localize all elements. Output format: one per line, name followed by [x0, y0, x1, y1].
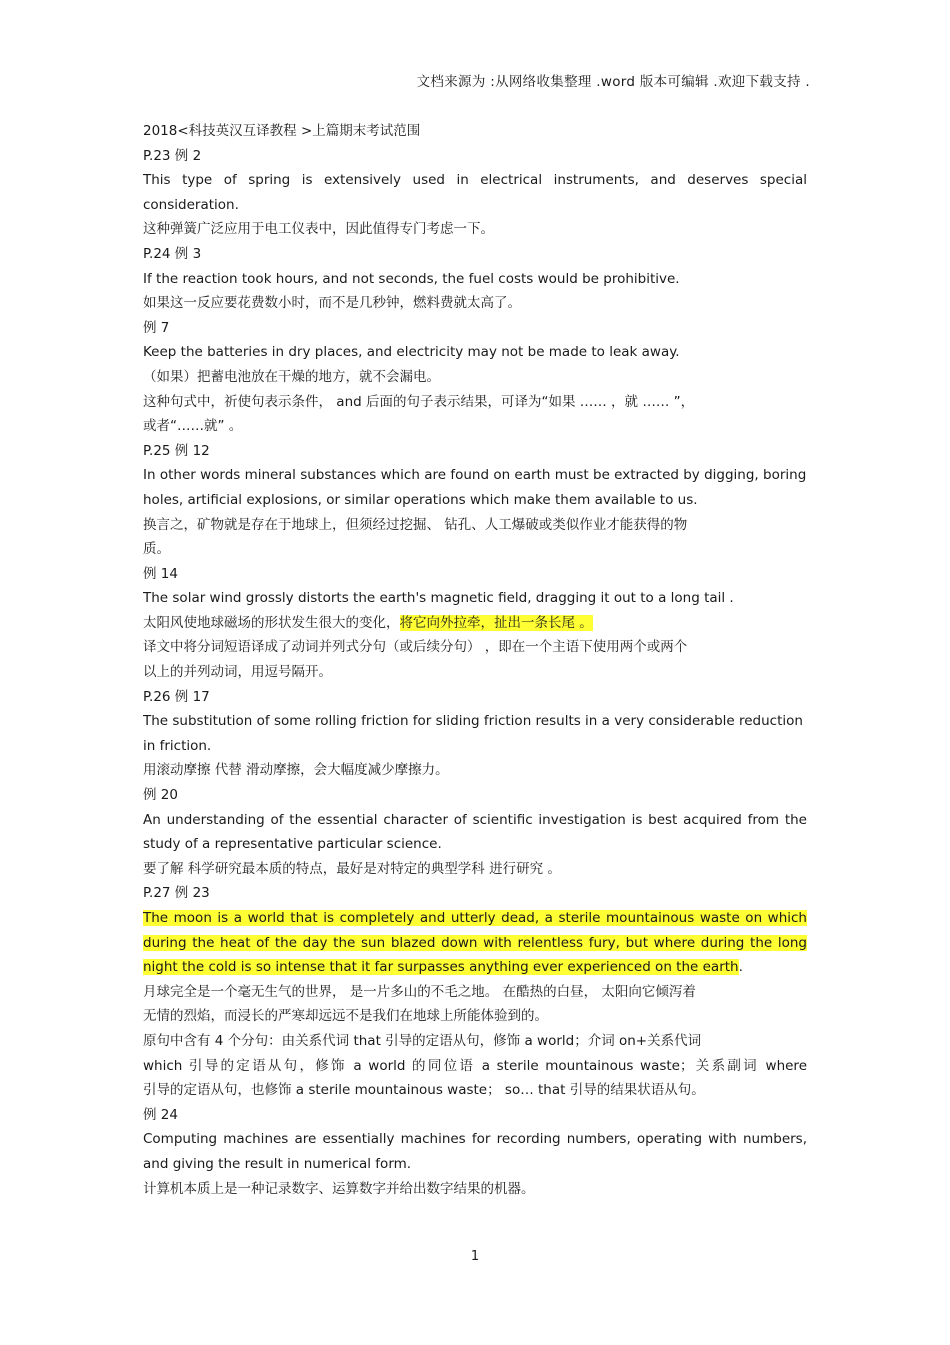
text-line — [143, 390, 807, 415]
text-line — [143, 513, 807, 538]
text-line — [143, 980, 807, 1005]
text-line — [143, 291, 807, 316]
line-text: 太阳风使地球磁场的形状发生很大的变化， — [143, 614, 400, 631]
text-line — [143, 1177, 807, 1202]
line-text: 例 20 — [143, 787, 178, 804]
line-text: 无情的烈焰，而浸长的严寒却远远不是我们在地球上所能体验到的。 — [143, 1008, 548, 1025]
line-text: P.27 例 23 — [143, 885, 210, 902]
text-line — [143, 144, 807, 169]
text-line — [143, 881, 807, 906]
line-text: 例 24 — [143, 1106, 178, 1123]
line-text: 引导的定语从句，也修饰 a sterile mountainous waste； so… that 引导的结果状语从句。 — [143, 1082, 705, 1099]
text-line — [143, 316, 807, 341]
text-line — [143, 414, 807, 439]
line-text: The substitution of some rolling friction for sliding friction results in a very considerable reduction — [143, 713, 803, 730]
line-text: in friction. — [143, 737, 212, 754]
line-text: 以上的并列动词，用逗号隔开。 — [143, 664, 332, 681]
text-line — [143, 611, 807, 636]
text-line — [143, 562, 807, 587]
text-line — [143, 660, 807, 685]
line-text: The solar wind grossly distorts the earth's magnetic field, dragging it out to a long tail . — [143, 590, 734, 607]
line-text: 用滚动摩擦 代替 滑动摩擦，会大幅度减少摩擦力。 — [143, 762, 449, 779]
line-text: P.23 例 2 — [143, 147, 202, 164]
line-text: which 引导的定语从句，修饰 a world 的同位语 a sterile mountainous waste；关系副词 where — [143, 1057, 807, 1074]
text-line — [143, 119, 807, 144]
line-text: Keep the batteries in dry places, and electricity may not be made to leak away. — [143, 344, 680, 361]
text-line — [143, 832, 807, 857]
line-text: 质。 — [143, 541, 170, 558]
line-text: 如果这一反应要花费数小时，而不是几秒钟，燃料费就太高了。 — [143, 295, 521, 312]
text-line — [143, 1004, 807, 1029]
line-text: study of a representative particular science. — [143, 836, 442, 853]
line-text: 这种句式中，祈使句表示条件， and 后面的句子表示结果，可译为“如果 …… ，就 …… ”， — [143, 393, 695, 410]
text-line — [143, 537, 807, 562]
text-line — [143, 709, 807, 734]
line-text: This type of spring is extensively used in electrical instruments, and deserves special — [143, 172, 807, 189]
line-text: 这种弹簧广泛应用于电工仪表中，因此值得专门考虑一下。 — [143, 221, 494, 238]
text-line — [143, 685, 807, 710]
text-line — [143, 168, 807, 193]
text-line — [143, 857, 807, 882]
text-line — [143, 242, 807, 267]
line-text: 换言之，矿物就是存在于地球上，但须经过挖掘、 钻孔、人工爆破或类似作业才能获得的物 — [143, 516, 688, 533]
line-text: 要了解 科学研究最本质的特点，最好是对特定的典型学科 进行研究 。 — [143, 860, 561, 877]
text-line — [143, 1029, 807, 1054]
highlighted-text: The moon is a world that is completely and utterly dead, a sterile mountainous waste on which — [143, 910, 807, 926]
line-text: If the reaction took hours, and not seconds, the fuel costs would be prohibitive. — [143, 270, 680, 287]
text-line — [143, 906, 807, 931]
highlighted-text: during the heat of the day the sun blazed down with relentless fury, but where during the long — [143, 934, 807, 951]
line-tail: . — [738, 959, 743, 976]
text-line — [143, 955, 807, 980]
text-line — [143, 808, 807, 833]
text-line — [143, 931, 807, 956]
text-line — [143, 193, 807, 218]
text-line — [143, 267, 807, 292]
line-text: （如果）把蓄电池放在干燥的地方，就不会漏电。 — [143, 368, 440, 385]
text-line — [143, 365, 807, 390]
line-text: 例 14 — [143, 565, 178, 582]
text-line — [143, 1152, 807, 1177]
line-text: 或者“……就” 。 — [143, 418, 243, 435]
text-line — [143, 734, 807, 759]
highlighted-text: night the cold is so intense that it far surpasses anything ever experienced on the earth — [143, 959, 739, 976]
line-text: holes, artificial explosions, or similar operations which make them available to us. — [143, 491, 698, 508]
text-line — [143, 635, 807, 660]
line-text: 2018<科技英汉互译教程 >上篇期末考试范围 — [143, 123, 421, 139]
line-text: 例 7 — [143, 319, 170, 336]
line-text: 原句中含有 4 个分句：由关系代词 that 引导的定语从句，修饰 a world；介词 on+关系代词 — [143, 1032, 702, 1049]
text-line — [143, 217, 807, 242]
line-text: 月球完全是一个毫无生气的世界， 是一片多山的不毛之地。 在酷热的白昼， 太阳向它倾泻着 — [143, 983, 696, 1000]
highlighted-text: 将它向外拉牵，扯出一条长尾 。 — [399, 614, 593, 631]
text-line — [143, 340, 807, 365]
text-line — [143, 1078, 807, 1103]
text-line — [143, 439, 807, 464]
text-line — [143, 488, 807, 513]
line-text: P.24 例 3 — [143, 245, 202, 262]
line-text: P.26 例 17 — [143, 688, 210, 705]
line-text: Computing machines are essentially machines for recording numbers, operating with numbers, — [143, 1131, 807, 1148]
text-line — [143, 586, 807, 611]
page-header: 文档来源为 :从网络收集整理 .word 版本可编辑 .欢迎下载支持 . — [416, 74, 810, 90]
line-text: 译文中将分词短语译成了动词并列式分句（或后续分句） ，即在一个主语下使用两个或两个 — [143, 639, 688, 656]
text-line — [143, 783, 807, 808]
page-number: 1 — [470, 1249, 480, 1264]
line-text: and giving the result in numerical form. — [143, 1155, 412, 1172]
line-text: An understanding of the essential character of scientific investigation is best acquired from the — [143, 811, 807, 828]
line-text: In other words mineral substances which are found on earth must be extracted by digging, boring — [143, 467, 807, 484]
text-line — [143, 1054, 807, 1079]
line-text: consideration. — [143, 196, 239, 213]
text-line — [143, 1103, 807, 1128]
document-body — [143, 119, 807, 1201]
line-text: 计算机本质上是一种记录数字、运算数字并给出数字结果的机器。 — [143, 1180, 535, 1197]
line-text: P.25 例 12 — [143, 442, 210, 459]
text-line — [143, 463, 807, 488]
text-line — [143, 1127, 807, 1152]
text-line — [143, 758, 807, 783]
